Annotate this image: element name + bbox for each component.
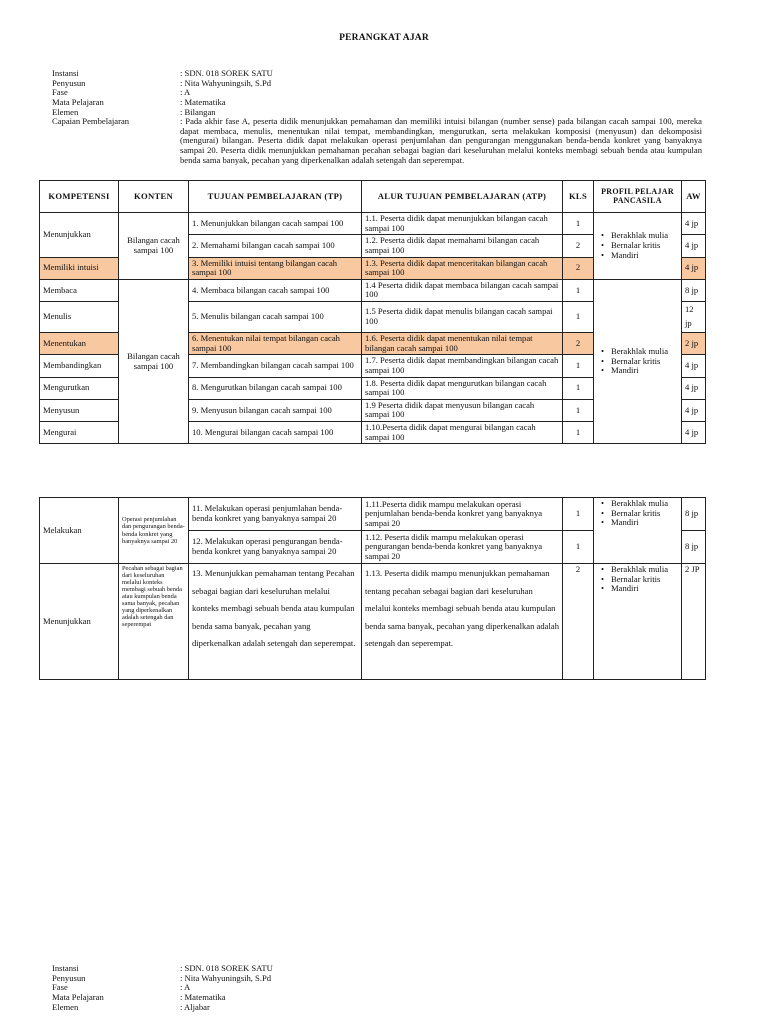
aw-cell: 4 jp bbox=[682, 399, 706, 421]
konten-cell: Pecahan sebagai bagian dari keseluruhan melalui konteks membagi sebuah benda atau kumpulan benda sama banyak, pecahan yang diperkenalkan adalah setengah dan seperempat bbox=[119, 564, 189, 680]
kompetensi-cell: Menunjukkan bbox=[40, 564, 119, 680]
field-label: Mata Pelajaran bbox=[52, 96, 104, 107]
kompetensi-cell: Menyusun bbox=[40, 399, 119, 421]
aw-cell: 4 jp bbox=[682, 257, 706, 279]
atp-cell: 1.4 Peserta didik dapat membaca bilangan cacah sampai 100 bbox=[362, 279, 563, 301]
kls-cell: 1 bbox=[563, 377, 594, 399]
document-title: PERANGKAT AJAR bbox=[339, 33, 429, 43]
field-value: : SDN. 018 SOREK SATU bbox=[180, 68, 273, 78]
kls-cell: 2 bbox=[563, 257, 594, 279]
tp-cell: 4. Membaca bilangan cacah sampai 100 bbox=[189, 279, 362, 301]
atp-cell: 1.13. Peserta didik mampu menunjukkan pemahaman tentang pecahan sebagai bagian dari keseluruhan melalui konteks membagi sebuah benda atau kumpulan benda sama banyak, pecahan yang diperkenalkan adalah setengah dan seperempat. bbox=[362, 564, 563, 680]
kls-cell: 1 bbox=[563, 355, 594, 377]
field-value: : A bbox=[180, 87, 191, 98]
profil-cell bbox=[594, 279, 682, 444]
field-value: : Nita Wahyuningsih, S.Pd bbox=[180, 77, 272, 88]
kompetensi-cell: Mengurutkan bbox=[40, 377, 119, 399]
kls-cell: 2 bbox=[563, 564, 594, 680]
tp-cell: 7. Membandingkan bilangan cacah sampai 100 bbox=[189, 355, 362, 377]
konten-cell: Bilangan cacah sampai 100 bbox=[119, 213, 189, 280]
aw-cell: 8 jp bbox=[682, 498, 706, 531]
field-label: Capaian Pembelajaran bbox=[52, 116, 130, 127]
identity-row bbox=[52, 79, 702, 89]
col-header-kompetensi: KOMPETENSI bbox=[40, 181, 119, 213]
field-value: : Aljabar bbox=[180, 1001, 210, 1012]
identity-row bbox=[52, 993, 702, 1003]
tp-cell: 9. Menyusun bilangan cacah sampai 100 bbox=[189, 399, 362, 421]
profil-list bbox=[597, 347, 678, 376]
tp-cell: 6. Menentukan nilai tempat bilangan cacah sampai 100 bbox=[189, 333, 362, 355]
profil-item: • Bernalar kritis bbox=[611, 575, 678, 585]
capaian-pembelajaran-text: : Pada akhir fase A, peserta didik menunjukkan pemahaman dan memiliki intuisi bilangan (number sense) pada bilangan cacah sampai 100, mereka dapat membaca, menulis, menentukan nilai tempat, membandingkan, mengurutkan, serta melakukan komposisi (menyusun) dan dekomposisi (mengurai) bilangan. Peserta didik dapat melakukan operasi penjumlahan dan pengurangan menggunakan benda-benda konkret yang banyaknya sampai 20. Peserta didik menunjukkan pemahaman pecahan sebagai bagian dari keseluruhan melalui konteks membagi sebuah benda atau kumpulan benda sama banyak, pecahan yang diperkenalkan adalah setengah dan seperempat. bbox=[180, 116, 702, 165]
tp-cell: 8. Mengurutkan bilangan cacah sampai 100 bbox=[189, 377, 362, 399]
field-label: Elemen bbox=[52, 106, 79, 117]
profil-item: • Mandiri bbox=[611, 366, 678, 376]
field-label: Instansi bbox=[52, 963, 79, 973]
kls-cell: 2 bbox=[563, 235, 594, 257]
kompetensi-cell: Memiliki intuisi bbox=[40, 257, 119, 279]
profil-item: • Mandiri bbox=[611, 518, 678, 528]
tp-cell: 12. Melakukan operasi pengurangan benda-benda konkret yang banyaknya sampai 20 bbox=[189, 531, 362, 564]
identity-row bbox=[52, 88, 702, 98]
kls-cell: 1 bbox=[563, 279, 594, 301]
tp-cell: 10. Mengurai bilangan cacah sampai 100 bbox=[189, 422, 362, 444]
atp-cell: 1.11.Peserta didik mampu melakukan operasi penjumlahan benda-benda konkret yang banyaknya sampai 20 bbox=[362, 498, 563, 531]
kls-cell: 1 bbox=[563, 531, 594, 564]
atp-cell: 1.3. Peserta didik dapat menceritakan bilangan cacah sampai 100 bbox=[362, 257, 563, 279]
kls-cell: 1 bbox=[563, 213, 594, 235]
kls-cell: 2 bbox=[563, 333, 594, 355]
profil-item: • Bernalar kritis bbox=[611, 241, 678, 251]
aw-cell: 4 jp bbox=[682, 355, 706, 377]
table-row bbox=[40, 213, 706, 235]
field-label: Fase bbox=[52, 982, 68, 993]
field-value: : Matematika bbox=[180, 991, 226, 1002]
profil-item: • Mandiri bbox=[611, 251, 678, 261]
operations-objectives-table bbox=[39, 497, 706, 680]
identity-row bbox=[52, 964, 702, 974]
table-row bbox=[40, 279, 706, 301]
field-label: Penyusun bbox=[52, 972, 86, 983]
col-header-tp: TUJUAN PEMBELAJARAN (TP) bbox=[189, 181, 362, 213]
aw-cell: 2 JP bbox=[682, 564, 706, 680]
profil-item: • Berakhlak mulia bbox=[611, 499, 678, 509]
aw-cell: 8 jp bbox=[682, 279, 706, 301]
profil-item: • Berakhlak mulia bbox=[611, 231, 678, 241]
aw-cell: 2 jp bbox=[682, 333, 706, 355]
profil-item: • Mandiri bbox=[611, 584, 678, 594]
kompetensi-cell: Mengurai bbox=[40, 422, 119, 444]
kompetensi-cell: Membandingkan bbox=[40, 355, 119, 377]
kls-cell: 1 bbox=[563, 302, 594, 333]
profil-item: • Bernalar kritis bbox=[611, 357, 678, 367]
atp-cell: 1.12. Peserta didik mampu melakukan operasi pengurangan benda-benda konkret yang banyaknya sampai 20 bbox=[362, 531, 563, 564]
profil-list bbox=[597, 565, 678, 594]
identity-row bbox=[52, 98, 702, 108]
table-header-row bbox=[40, 181, 706, 213]
identity-row bbox=[52, 1003, 702, 1013]
kompetensi-cell: Menulis bbox=[40, 302, 119, 333]
col-header-konten: KONTEN bbox=[119, 181, 189, 213]
atp-cell: 1.5 Peserta didik dapat menulis bilangan cacah sampai 100 bbox=[362, 302, 563, 333]
profil-list bbox=[597, 231, 678, 260]
profil-item: • Berakhlak mulia bbox=[611, 347, 678, 357]
kls-cell: 1 bbox=[563, 422, 594, 444]
identity-block bbox=[52, 69, 702, 165]
profil-item: • Bernalar kritis bbox=[611, 509, 678, 519]
identity-row bbox=[52, 69, 702, 79]
field-label: Elemen bbox=[52, 1001, 79, 1012]
table-row bbox=[40, 564, 706, 680]
kompetensi-cell: Melakukan bbox=[40, 498, 119, 564]
field-value: : SDN. 018 SOREK SATU bbox=[180, 963, 273, 973]
field-value: : A bbox=[180, 982, 191, 993]
atp-cell: 1.7. Peserta didik dapat membandingkan bilangan cacah sampai 100 bbox=[362, 355, 563, 377]
aw-cell: 4 jp bbox=[682, 422, 706, 444]
atp-cell: 1.6. Peserta didik dapat menentukan nilai tempat bilangan cacah sampai 100 bbox=[362, 333, 563, 355]
col-header-aw: AW bbox=[682, 181, 706, 213]
tp-cell: 11. Melakukan operasi penjumlahan benda-benda konkret yang banyaknya sampai 20 bbox=[189, 498, 362, 531]
field-value: : Bilangan bbox=[180, 106, 216, 117]
profil-cell bbox=[594, 213, 682, 280]
atp-cell: 1.2. Peserta didik dapat memahami bilangan cacah sampai 100 bbox=[362, 235, 563, 257]
aw-cell: 4 jp bbox=[682, 377, 706, 399]
identity-row bbox=[52, 117, 702, 165]
tp-cell: 1. Menunjukkan bilangan cacah sampai 100 bbox=[189, 213, 362, 235]
kls-cell: 1 bbox=[563, 498, 594, 531]
tp-cell: 3. Memiliki intuisi tentang bilangan cacah sampai 100 bbox=[189, 257, 362, 279]
field-label: Penyusun bbox=[52, 77, 86, 88]
col-header-profil: PROFIL PELAJAR PANCASILA bbox=[594, 181, 682, 213]
profil-cell bbox=[594, 498, 682, 564]
identity-row bbox=[52, 974, 702, 984]
profil-cell bbox=[594, 564, 682, 680]
tp-cell: 5. Menulis bilangan cacah sampai 100 bbox=[189, 302, 362, 333]
atp-cell: 1.8. Peserta didik dapat mengurutkan bilangan cacah sampai 100 bbox=[362, 377, 563, 399]
aw-cell: 4 jp bbox=[682, 235, 706, 257]
field-value: : Matematika bbox=[180, 96, 226, 107]
field-label: Instansi bbox=[52, 68, 79, 78]
col-header-atp: ALUR TUJUAN PEMBELAJARAN (ATP) bbox=[362, 181, 563, 213]
tp-cell: 2. Memahami bilangan cacah sampai 100 bbox=[189, 235, 362, 257]
field-label: Fase bbox=[52, 87, 68, 98]
col-header-kls: KLS bbox=[563, 181, 594, 213]
kompetensi-cell: Menunjukkan bbox=[40, 213, 119, 258]
kls-cell: 1 bbox=[563, 399, 594, 421]
atp-cell: 1.1. Peserta didik dapat menunjukkan bilangan cacah sampai 100 bbox=[362, 213, 563, 235]
profil-list bbox=[597, 499, 678, 528]
kompetensi-cell: Membaca bbox=[40, 279, 119, 301]
identity-block-2 bbox=[52, 964, 702, 1012]
konten-cell: Operasi penjumlahan dan pengurangan benda-benda konkret yang banyaknya sampai 20 bbox=[119, 498, 189, 564]
learning-objectives-table bbox=[39, 180, 706, 444]
field-label: Mata Pelajaran bbox=[52, 991, 104, 1002]
table-row bbox=[40, 498, 706, 531]
profil-item: • Berakhlak mulia bbox=[611, 565, 678, 575]
aw-cell: 8 jp bbox=[682, 531, 706, 564]
aw-cell: 4 jp bbox=[682, 213, 706, 235]
field-value: : Nita Wahyuningsih, S.Pd bbox=[180, 972, 272, 983]
konten-cell: Bilangan cacah sampai 100 bbox=[119, 279, 189, 444]
kompetensi-cell: Menentukan bbox=[40, 333, 119, 355]
identity-row bbox=[52, 983, 702, 993]
atp-cell: 1.10.Peserta didik dapat mengurai bilangan cacah sampai 100 bbox=[362, 422, 563, 444]
atp-cell: 1.9 Peserta didik dapat menyusun bilangan cacah sampai 100 bbox=[362, 399, 563, 421]
aw-cell: 12 jp bbox=[682, 302, 706, 333]
tp-cell: 13. Menunjukkan pemahaman tentang Pecahan sebagai bagian dari keseluruhan melalui konteks membagi sebuah benda atau kumpulan benda sama banyak, pecahan yang diperkenalkan adalah setengah dan seperempat. bbox=[189, 564, 362, 680]
